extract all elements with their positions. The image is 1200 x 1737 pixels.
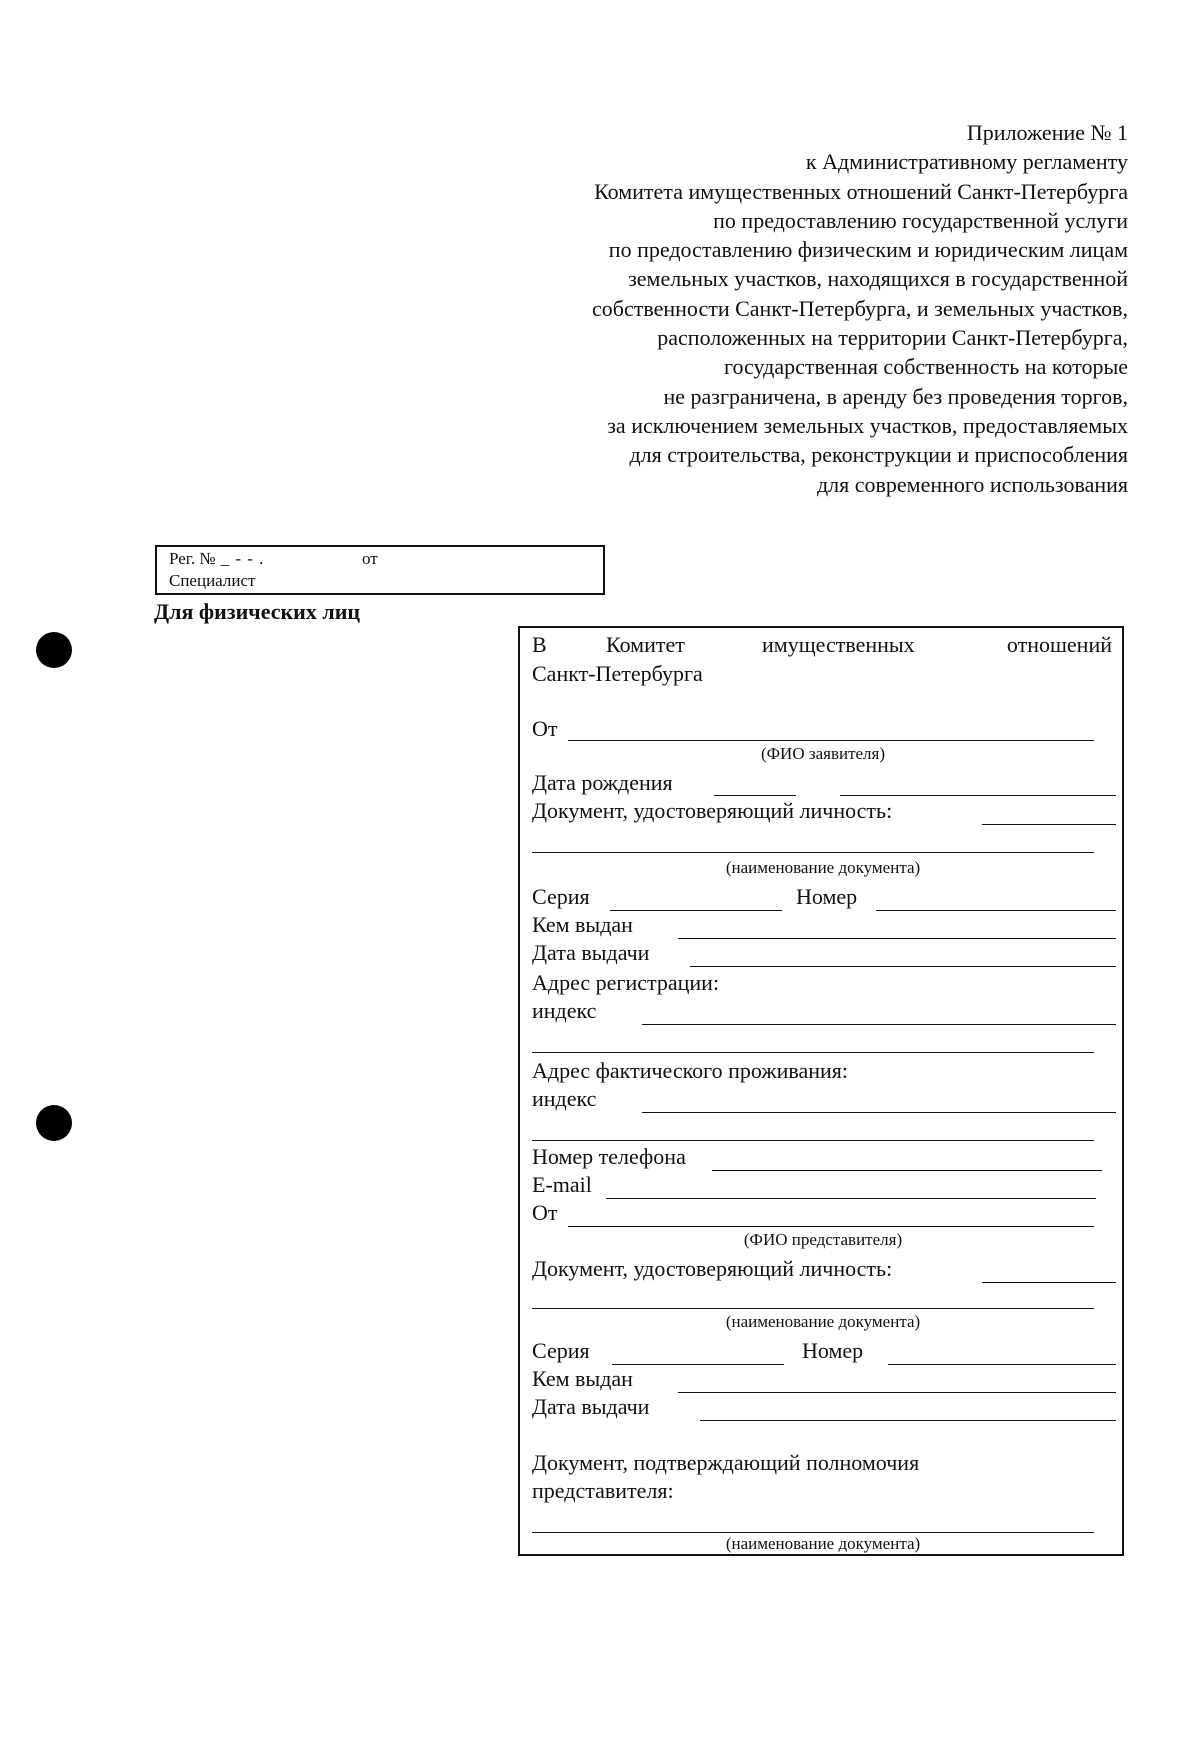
birth-place-line[interactable]	[840, 795, 1116, 796]
addressee-word: имущественных	[762, 632, 915, 657]
applicant-name-line[interactable]	[568, 740, 1094, 741]
applicant-issued-by-label: Кем выдан	[532, 912, 633, 937]
addressee-word: отношений	[1006, 632, 1112, 657]
applicant-series-label: Серия	[532, 884, 590, 909]
applicant-doc-name-line[interactable]	[532, 852, 1094, 853]
header-line: для строительства, реконструкции и приспособления	[629, 442, 1128, 468]
authority-doc-line[interactable]	[532, 1532, 1094, 1533]
birth-date-line[interactable]	[714, 795, 796, 796]
applicant-issued-by-line[interactable]	[678, 938, 1116, 939]
rep-series-line[interactable]	[612, 1364, 784, 1365]
actual-address-label: Адрес фактического проживания:	[532, 1058, 848, 1083]
rep-issued-by-line[interactable]	[678, 1392, 1116, 1393]
applicant-name-caption: (ФИО заявителя)	[760, 744, 886, 763]
phone-line[interactable]	[712, 1170, 1102, 1171]
actual-address-line[interactable]	[532, 1140, 1094, 1141]
header-line: по предоставлению государственной услуги	[713, 207, 1128, 233]
header-line: государственная собственность на которые	[724, 354, 1128, 380]
reg-index-line[interactable]	[642, 1024, 1116, 1025]
applicant-issue-date-line[interactable]	[690, 966, 1116, 967]
header-line: расположенных на территории Санкт-Петербурга,	[657, 325, 1128, 351]
header-line: за исключением земельных участков, предоставляемых	[607, 412, 1128, 438]
rep-name-caption: (ФИО представителя)	[743, 1230, 903, 1249]
addressee-word: В	[532, 632, 547, 657]
header-line: к Административному регламенту	[805, 149, 1128, 175]
header-line: Приложение № 1	[966, 120, 1128, 145]
actual-index-line[interactable]	[642, 1112, 1116, 1113]
authority-doc-label: Документ, подтверждающий полномочия	[532, 1450, 920, 1475]
rep-from-label: От	[532, 1200, 558, 1225]
registration-row	[169, 548, 603, 570]
addressee-word: Комитет	[606, 632, 685, 657]
rep-number-label: Номер	[802, 1338, 864, 1363]
rep-doc-name-caption: (наименование документа)	[725, 1312, 921, 1331]
section-title: Для физических лиц	[154, 599, 361, 624]
applicant-doc-name-caption: (наименование документа)	[725, 858, 921, 877]
header-line: Комитета имущественных отношений Санкт-Петербурга	[594, 178, 1128, 204]
rep-id-doc-label: Документ, удостоверяющий личность:	[532, 1256, 893, 1281]
actual-index-label: индекс	[532, 1086, 597, 1111]
reg-date-label: от	[362, 549, 378, 568]
application-form	[518, 626, 1124, 1556]
header-line: по предоставлению физическим и юридическим лицам	[608, 237, 1128, 263]
birth-date-label: Дата рождения	[532, 770, 673, 795]
applicant-id-doc-line[interactable]	[982, 824, 1116, 825]
email-label: E-mail	[532, 1172, 592, 1197]
applicant-from-label: От	[532, 716, 558, 741]
authority-doc-caption: (наименование документа)	[725, 1534, 921, 1553]
addressee-line2: Санкт-Петербурга	[532, 661, 703, 686]
authority-doc-label-line2: представителя:	[532, 1478, 674, 1503]
header-line: для современного использования	[816, 471, 1128, 497]
applicant-number-line[interactable]	[876, 910, 1116, 911]
email-line[interactable]	[606, 1198, 1096, 1199]
header-line: собственности Санкт-Петербурга, и земельных участков,	[592, 295, 1128, 321]
appendix-header	[488, 118, 1128, 499]
punch-hole	[36, 632, 72, 668]
rep-issue-date-line[interactable]	[700, 1420, 1116, 1421]
header-line: не разграничена, в аренду без проведения торгов,	[663, 383, 1128, 409]
header-line: земельных участков, находящихся в государственной	[628, 266, 1128, 292]
rep-issued-by-label: Кем выдан	[532, 1366, 633, 1391]
applicant-number-label: Номер	[796, 884, 858, 909]
applicant-series-line[interactable]	[610, 910, 782, 911]
reg-index-label: индекс	[532, 998, 597, 1023]
reg-address-line[interactable]	[532, 1052, 1094, 1053]
applicant-id-doc-label: Документ, удостоверяющий личность:	[532, 798, 893, 823]
registration-box	[155, 545, 605, 595]
phone-label: Номер телефона	[532, 1144, 686, 1169]
rep-number-line[interactable]	[888, 1364, 1116, 1365]
rep-id-doc-line[interactable]	[982, 1282, 1116, 1283]
reg-number-placeholder: _ - - .	[220, 549, 265, 568]
reg-address-label: Адрес регистрации:	[532, 970, 720, 995]
applicant-issue-date-label: Дата выдачи	[532, 940, 650, 965]
rep-doc-name-line[interactable]	[532, 1308, 1094, 1309]
rep-series-label: Серия	[532, 1338, 590, 1363]
specialist-label: Специалист	[169, 571, 256, 590]
rep-issue-date-label: Дата выдачи	[532, 1394, 650, 1419]
rep-name-line[interactable]	[568, 1226, 1094, 1227]
punch-hole	[36, 1105, 72, 1141]
reg-number-label: Рег. №	[169, 549, 216, 568]
